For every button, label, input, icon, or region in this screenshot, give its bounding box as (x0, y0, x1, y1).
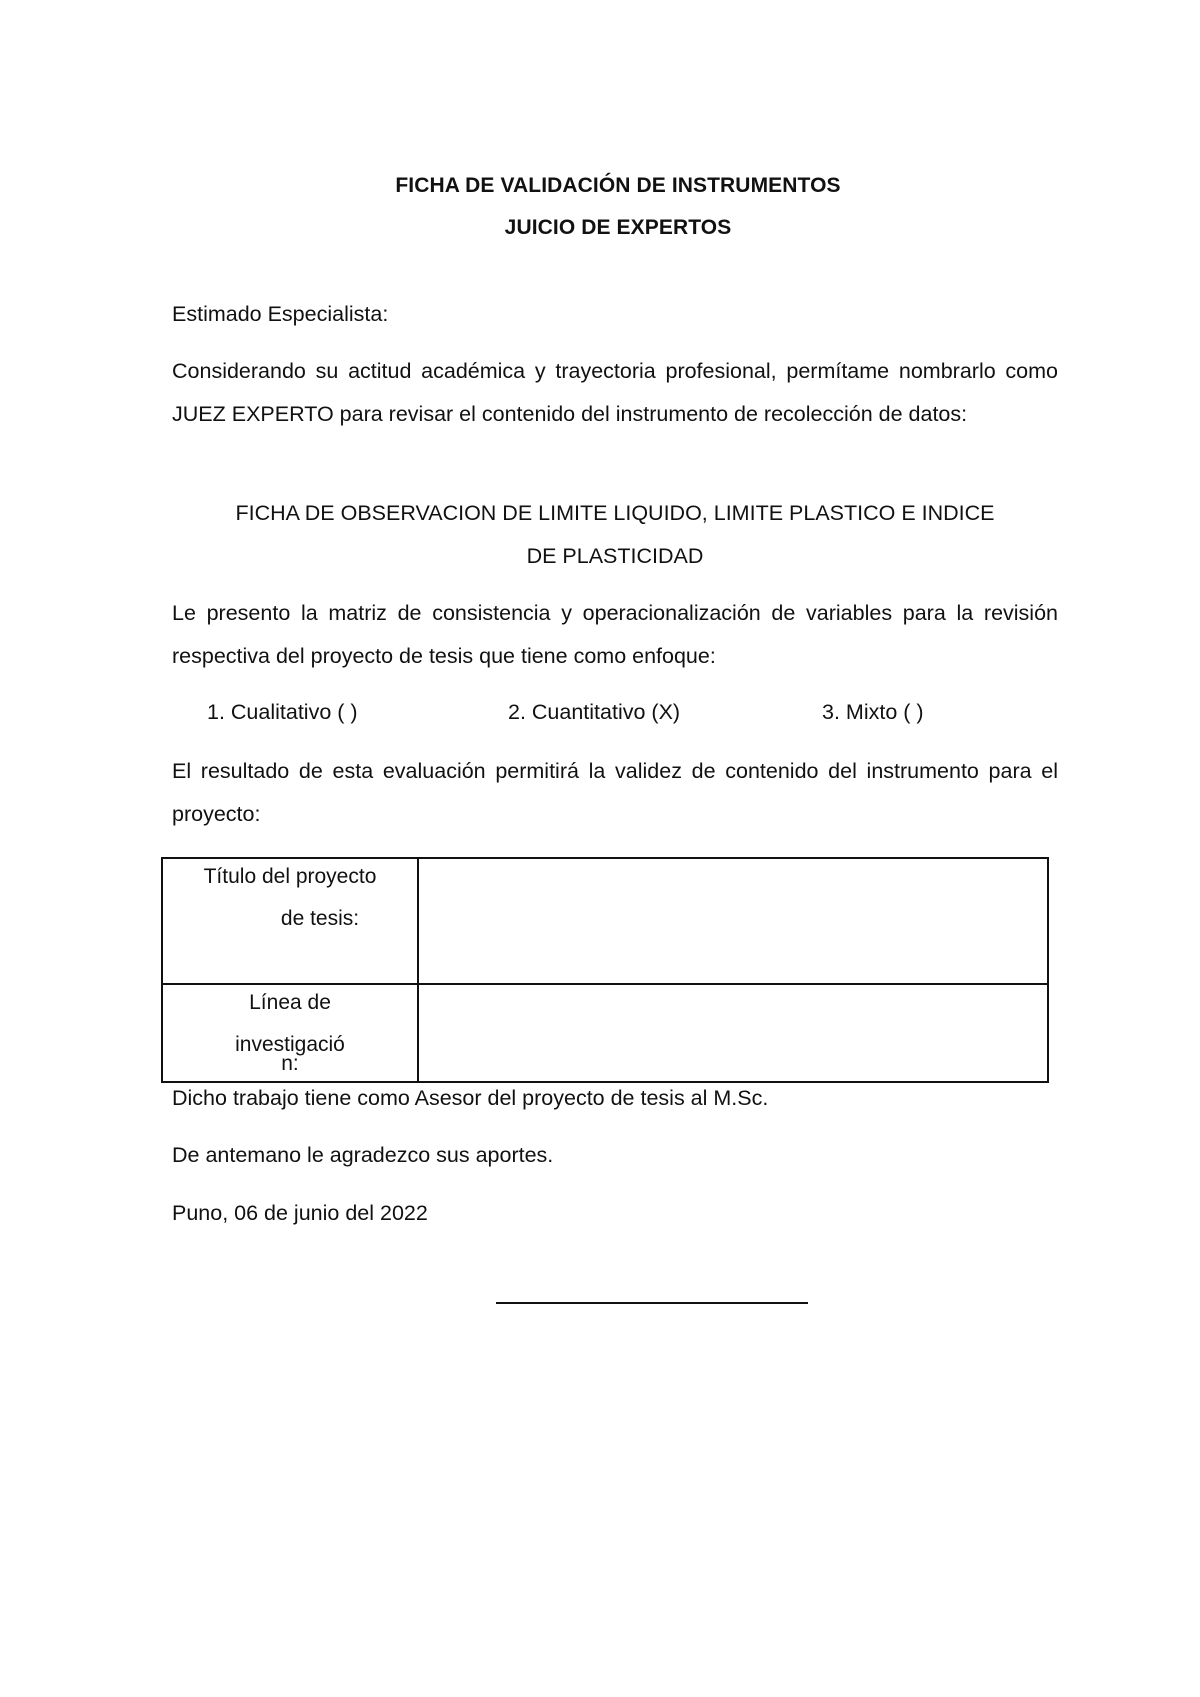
greeting: Estimado Especialista: (172, 302, 389, 326)
option-cualitativo: 1. Cualitativo ( ) (207, 700, 358, 724)
instrument-name-line-1: FICHA DE OBSERVACION DE LIMITE LIQUIDO, LIMITE PLASTICO E INDICE (235, 501, 995, 525)
table-row (162, 858, 1048, 984)
project-title-label (162, 858, 418, 984)
research-line-label-line-1: Línea de (249, 991, 331, 1014)
research-line-label (162, 984, 418, 1082)
option-mixto: 3. Mixto ( ) (822, 700, 924, 724)
document-title: FICHA DE VALIDACIÓN DE INSTRUMENTOS (395, 174, 841, 197)
option-cuantitativo: 2. Cuantitativo (X) (508, 700, 681, 724)
research-line-label-line-2: investigació (235, 1033, 345, 1056)
project-info-table (161, 857, 1049, 1083)
research-line-label-line-3: n: (281, 1052, 299, 1075)
intro-paragraph: Considerando su actitud académica y trayectoria profesional, permítame nombrarlo como JUEZ EXPERTO para revisar el contenido del instrumento de recolección de datos: (172, 359, 1058, 426)
place-date: Puno, 06 de junio del 2022 (172, 1201, 428, 1225)
table-row (162, 984, 1048, 1082)
signature-line (496, 1302, 808, 1304)
project-title-label-line-1: Título del proyecto (203, 865, 377, 888)
project-title-label-line-2: de tesis: (280, 907, 360, 930)
instrument-name-line-2: DE PLASTICIDAD (526, 544, 704, 568)
presentation-paragraph: Le presento la matriz de consistencia y operacionalización de variables para la revisión respectiva del proyecto de tesis que tiene como enfoque: (172, 601, 1058, 668)
project-title-value[interactable] (418, 858, 1048, 984)
advisor-text: Dicho trabajo tiene como Asesor del proyecto de tesis al M.Sc. (172, 1086, 769, 1110)
result-paragraph: El resultado de esta evaluación permitirá la validez de contenido del instrumento para el proyecto: (172, 759, 1058, 826)
research-line-value[interactable] (418, 984, 1048, 1082)
thanks-text: De antemano le agradezco sus aportes. (172, 1143, 554, 1167)
document-subtitle: JUICIO DE EXPERTOS (504, 216, 732, 239)
